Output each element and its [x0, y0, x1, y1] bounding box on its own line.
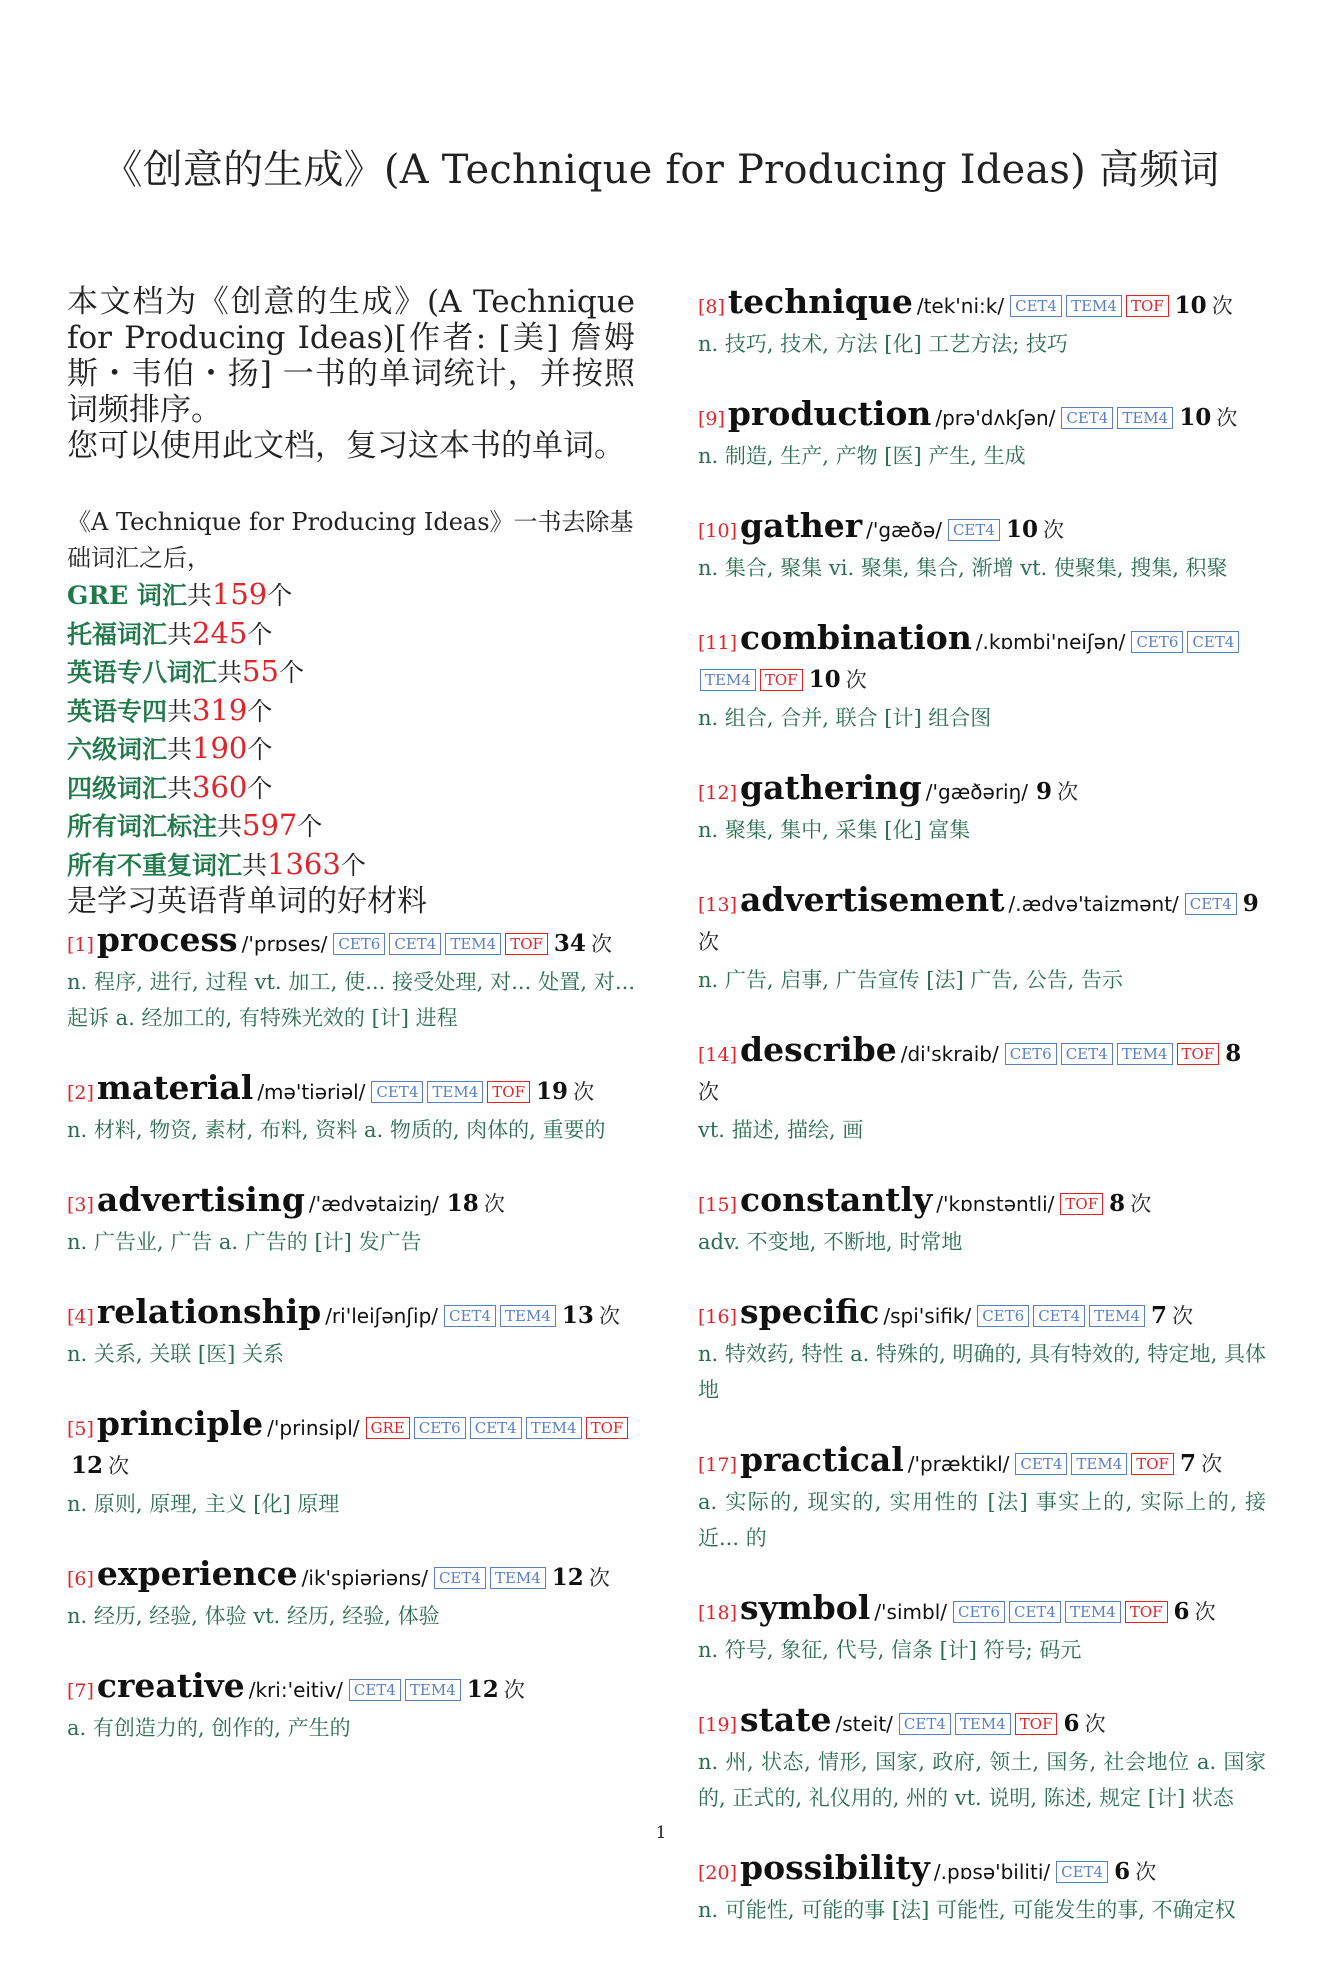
entry-word: creative: [96, 1666, 245, 1705]
entry-count: 6: [1063, 1710, 1080, 1737]
entry-count-unit: 次: [1084, 1712, 1106, 1736]
entry-phonetic: /spi'sifik/: [883, 1304, 972, 1328]
entry-head: [698, 1442, 1266, 1484]
exam-tag-cet4: CET4: [371, 1081, 423, 1103]
entry-definition: n. 广告, 启事, 广告宣传 [法] 广告, 公告, 告示: [698, 968, 1124, 992]
entry-phonetic: /kri:'eitiv/: [248, 1678, 343, 1702]
entry-word: symbol: [740, 1588, 871, 1627]
entry-definition: n. 特效药, 特性 a. 特殊的, 明确的, 具有特效的, 特定地, 具体地: [698, 1342, 1266, 1402]
entry-definition: n. 技巧, 技术, 方法 [化] 工艺方法; 技巧: [698, 332, 1069, 356]
exam-tag-tem4: TEM4: [427, 1081, 483, 1103]
entry-definition: vt. 描述, 描绘, 画: [698, 1118, 864, 1142]
entry-head: [698, 508, 1266, 550]
entry-phonetic: /steit/: [835, 1712, 893, 1736]
entries-left: [67, 922, 635, 1746]
entry-count: 10: [1005, 516, 1038, 543]
entry-phonetic: /prə'dʌkʃən/: [935, 406, 1056, 430]
stat-tem4: [67, 692, 635, 731]
stat-gre: [67, 576, 635, 615]
stat-label: GRE 词汇: [67, 581, 187, 610]
stat-unit: 个: [297, 812, 323, 841]
exam-tag-cet4: CET4: [1010, 295, 1062, 317]
exam-tag-tof: TOF: [487, 1081, 530, 1103]
entry-index: [1]: [67, 934, 94, 956]
stat-unit: 个: [267, 581, 293, 610]
entry-count-unit: 次: [698, 930, 719, 954]
stat-label: 英语专八词汇: [67, 658, 218, 687]
entry-head: [698, 1702, 1266, 1744]
entry-index: [17]: [698, 1454, 738, 1476]
vocab-entry: [698, 1850, 1266, 1928]
entry-head: [67, 1294, 635, 1336]
stats-intro: 《A Technique for Producing Ideas》一书去除基础词汇之后，: [67, 508, 634, 572]
entry-head: [67, 1668, 635, 1710]
exam-tag-tof: TOF: [1131, 1453, 1174, 1475]
entry-count: 10: [808, 666, 841, 693]
entry-head: [698, 770, 1266, 812]
entry-index: [3]: [67, 1194, 94, 1216]
entry-word: production: [727, 394, 932, 433]
stats-outro: 是学习英语背单词的好材料: [67, 884, 427, 919]
entry-word: constantly: [740, 1180, 933, 1219]
stat-value: 245: [192, 615, 248, 650]
stat-tem8: [67, 653, 635, 692]
entry-count: 12: [466, 1676, 499, 1703]
entry-word: gathering: [740, 768, 922, 807]
entry-definition: n. 集合, 聚集 vi. 聚集, 集合, 渐增 vt. 使聚集, 搜集, 积聚: [698, 556, 1228, 580]
entry-head: [698, 620, 1266, 700]
entry-phonetic: /'præktikl/: [907, 1452, 1010, 1476]
entry-definition: adv. 不变地, 不断地, 时常地: [698, 1230, 963, 1254]
exam-tag-gre: GRE: [366, 1417, 410, 1439]
entry-word: gather: [740, 506, 863, 545]
entry-head: [67, 1182, 635, 1224]
entry-index: [14]: [698, 1044, 738, 1066]
stat-gong: 共: [167, 696, 193, 726]
entry-head: [698, 396, 1266, 438]
entry-word: experience: [96, 1554, 298, 1593]
entry-count-unit: 次: [483, 1192, 505, 1216]
stat-value: 55: [242, 654, 279, 688]
vocab-entry: [698, 284, 1266, 362]
entry-count-unit: 次: [108, 1454, 130, 1478]
entry-count-unit: 次: [591, 932, 613, 956]
entry-word: relationship: [96, 1292, 322, 1331]
entry-definition: n. 符号, 象征, 代号, 信条 [计] 符号; 码元: [698, 1638, 1082, 1662]
stat-gong: 共: [167, 773, 193, 803]
entry-count-unit: 次: [1194, 1600, 1216, 1624]
exam-tag-cet4: CET4: [1033, 1305, 1085, 1327]
entry-head: [67, 922, 635, 964]
intro-paragraph: [67, 284, 635, 464]
vocab-entry: [698, 1032, 1266, 1148]
entry-count: 8: [1225, 1040, 1242, 1067]
entry-head: [67, 1070, 635, 1112]
entry-count-unit: 次: [573, 1080, 595, 1104]
exam-tag-tem4: TEM4: [490, 1567, 546, 1589]
entry-phonetic: /'prinsipl/: [267, 1416, 360, 1440]
stat-value: 319: [192, 692, 248, 727]
entry-word: principle: [96, 1404, 264, 1443]
entry-count: 7: [1151, 1302, 1168, 1329]
exam-tag-tem4: TEM4: [1066, 295, 1122, 317]
vocab-entry: [67, 1406, 635, 1522]
entry-phonetic: /.ædvə'taizmənt/: [1008, 892, 1179, 916]
vocab-entry: [67, 922, 635, 1036]
entry-count: 6: [1114, 1858, 1131, 1885]
entry-definition: n. 材料, 物资, 素材, 布料, 资料 a. 物质的, 肉体的, 重要的: [67, 1118, 606, 1142]
stat-cet6: [67, 730, 635, 769]
entry-index: [12]: [698, 782, 738, 804]
vocab-entry: [698, 1182, 1266, 1260]
entry-head: [698, 1294, 1266, 1336]
stat-all-tagged: [67, 807, 635, 846]
vocab-entry: [698, 1294, 1266, 1408]
stat-gong: 共: [167, 735, 193, 764]
stat-toefl: [67, 615, 635, 654]
entry-definition: a. 有创造力的, 创作的, 产生的: [67, 1716, 351, 1740]
entry-count-unit: 次: [698, 1080, 719, 1104]
stat-gong: 共: [186, 581, 212, 610]
exam-tag-cet6: CET6: [414, 1417, 466, 1439]
exam-tag-tem4: TEM4: [405, 1679, 461, 1701]
entry-word: advertisement: [740, 880, 1005, 919]
exam-tag-cet6: CET6: [333, 933, 385, 955]
entry-index: [4]: [67, 1306, 94, 1328]
entry-word: material: [96, 1068, 254, 1107]
exam-tag-cet6: CET6: [977, 1305, 1029, 1327]
entry-count: 8: [1109, 1190, 1126, 1217]
exam-tag-tof: TOF: [1177, 1043, 1220, 1065]
page-number: 1: [655, 1823, 667, 1843]
stat-value: 597: [242, 808, 298, 842]
entry-index: [15]: [698, 1194, 738, 1216]
vocab-entry: [698, 508, 1266, 586]
entry-word: possibility: [740, 1848, 930, 1887]
entry-count: 34: [553, 930, 586, 957]
entry-index: [20]: [698, 1862, 738, 1884]
entry-word: state: [740, 1700, 832, 1739]
stat-gong: 共: [217, 812, 243, 841]
entry-word: technique: [727, 282, 913, 321]
entry-phonetic: /mə'tiəriəl/: [257, 1080, 366, 1104]
exam-tag-cet4: CET4: [470, 1417, 522, 1439]
exam-tag-tem4: TEM4: [1065, 1601, 1121, 1623]
entry-definition: n. 可能性, 可能的事 [法] 可能性, 可能发生的事, 不确定权: [698, 1898, 1236, 1922]
entry-count-unit: 次: [1130, 1192, 1152, 1216]
entry-definition: n. 组合, 合并, 联合 [计] 组合图: [698, 706, 992, 730]
stat-label: 四级词汇: [67, 773, 168, 803]
exam-tag-cet4: CET4: [1056, 1861, 1108, 1883]
entry-index: [7]: [67, 1680, 94, 1702]
stat-unit: 个: [247, 735, 273, 764]
entry-head: [67, 1556, 635, 1598]
entry-definition: n. 州, 状态, 情形, 国家, 政府, 领土, 国务, 社会地位 a. 国家的, 正式的, 礼仪用的, 州的 vt. 说明, 陈述, 规定 [计] 状态: [698, 1750, 1266, 1810]
exam-tag-tem4: TEM4: [1071, 1453, 1127, 1475]
exam-tag-tem4: TEM4: [1117, 1043, 1173, 1065]
vocab-entry: [698, 1442, 1266, 1556]
entry-count: 19: [535, 1078, 568, 1105]
stat-unit: 个: [340, 850, 366, 880]
entry-count: 12: [551, 1564, 584, 1591]
entry-index: [16]: [698, 1306, 738, 1328]
vocab-entry: [67, 1182, 635, 1260]
entry-count: 7: [1179, 1450, 1196, 1477]
entry-count-unit: 次: [1201, 1452, 1223, 1476]
intro-line-2: 您可以使用此文档，复习这本书的单词。: [67, 428, 625, 464]
exam-tag-cet4: CET4: [899, 1713, 951, 1735]
entry-head: [698, 882, 1266, 962]
exam-tag-tem4: TEM4: [526, 1417, 582, 1439]
exam-tag-tem4: TEM4: [955, 1713, 1011, 1735]
entry-index: [18]: [698, 1602, 738, 1624]
entry-index: [5]: [67, 1418, 94, 1440]
exam-tag-cet4: CET4: [1061, 1043, 1113, 1065]
right-column: [698, 284, 1266, 1962]
entry-count: 10: [1174, 292, 1207, 319]
entry-count: 9: [1036, 778, 1053, 805]
entry-phonetic: /tek'ni:k/: [916, 294, 1005, 318]
entry-count-unit: 次: [503, 1678, 525, 1702]
exam-tag-cet4: CET4: [434, 1567, 486, 1589]
exam-tag-cet6: CET6: [953, 1601, 1005, 1623]
entry-head: [698, 1850, 1266, 1892]
exam-tag-tof: TOF: [586, 1417, 629, 1439]
exam-tag-tem4: TEM4: [700, 669, 756, 691]
exam-tag-cet6: CET6: [1131, 631, 1183, 653]
exam-tag-cet4: CET4: [1009, 1601, 1061, 1623]
entry-word: advertising: [96, 1180, 305, 1219]
stat-unit: 个: [247, 619, 273, 649]
entry-head: [698, 284, 1266, 326]
entry-count: 18: [446, 1190, 479, 1217]
entry-phonetic: /'prɒses/: [241, 932, 328, 956]
stat-value: 360: [192, 769, 248, 804]
entry-phonetic: /ri'leiʃənʃip/: [325, 1304, 439, 1328]
exam-tag-tem4: TEM4: [1117, 407, 1173, 429]
exam-tag-tof: TOF: [1126, 295, 1169, 317]
entry-head: [698, 1032, 1266, 1112]
exam-tag-cet6: CET6: [1005, 1043, 1057, 1065]
entry-word: process: [96, 920, 238, 959]
exam-tag-tem4: TEM4: [445, 933, 501, 955]
exam-tag-tof: TOF: [1060, 1193, 1103, 1215]
vocab-entry: [698, 882, 1266, 998]
entry-count: 6: [1173, 1598, 1190, 1625]
entry-definition: n. 原则, 原理, 主义 [化] 原理: [67, 1492, 340, 1516]
exam-tag-cet4: CET4: [389, 933, 441, 955]
intro-line-1: 本文档为《创意的生成》(A Technique for Producing Ideas)[作者: [美] 詹姆斯・韦伯・扬] 一书的单词统计，并按照词频排序。: [67, 284, 635, 428]
stat-value: 1363: [267, 846, 341, 881]
entry-count: 9: [1242, 890, 1259, 917]
stat-label: 所有不重复词汇: [67, 850, 243, 880]
exam-tag-tof: TOF: [760, 669, 803, 691]
entry-index: [9]: [698, 408, 725, 430]
exam-tag-tof: TOF: [1015, 1713, 1058, 1735]
stat-label: 六级词汇: [67, 735, 168, 764]
vocab-entry: [698, 620, 1266, 736]
exam-tag-cet4: CET4: [349, 1679, 401, 1701]
entry-phonetic: /'gæðə/: [866, 518, 942, 542]
entry-word: describe: [740, 1030, 897, 1069]
entry-count-unit: 次: [1135, 1860, 1157, 1884]
entry-count-unit: 次: [1216, 406, 1238, 430]
vocab-entry: [698, 1590, 1266, 1668]
entry-index: [8]: [698, 296, 725, 318]
entry-index: [10]: [698, 520, 738, 542]
vocab-entry: [698, 1702, 1266, 1816]
stat-cet4: [67, 769, 635, 808]
entry-count-unit: 次: [1043, 518, 1065, 542]
left-column: [67, 284, 635, 1780]
stat-gong: 共: [242, 850, 268, 880]
entry-count: 13: [561, 1302, 594, 1329]
entry-index: [13]: [698, 894, 738, 916]
entry-phonetic: /'kɒnstəntli/: [936, 1192, 1055, 1216]
stat-unit: 个: [247, 773, 273, 803]
entry-count-unit: 次: [598, 1304, 620, 1328]
entries-right: [698, 284, 1266, 1928]
vocab-entry: [67, 1668, 635, 1746]
entry-count-unit: 次: [1172, 1304, 1194, 1328]
entry-definition: n. 关系, 关联 [医] 关系: [67, 1342, 284, 1366]
document-title: 《创意的生成》(A Technique for Producing Ideas) 高频词: [102, 147, 1220, 193]
stat-all-unique: [67, 846, 635, 885]
entry-index: [6]: [67, 1568, 94, 1590]
entry-definition: n. 聚集, 集中, 采集 [化] 富集: [698, 818, 971, 842]
vocab-entry: [67, 1294, 635, 1372]
entry-phonetic: /'gæðəriŋ/: [925, 780, 1029, 804]
entry-phonetic: /'ædvətaiziŋ/: [308, 1192, 439, 1216]
exam-tag-tof: TOF: [1125, 1601, 1168, 1623]
entry-index: [11]: [698, 632, 738, 654]
exam-tag-cet4: CET4: [948, 519, 1000, 541]
entry-word: combination: [740, 618, 972, 657]
exam-tag-tem4: TEM4: [1089, 1305, 1145, 1327]
exam-tag-tof: TOF: [505, 933, 548, 955]
entry-phonetic: /.pɒsə'biliti/: [933, 1860, 1051, 1884]
stat-unit: 个: [247, 696, 273, 726]
entry-index: [2]: [67, 1082, 94, 1104]
vocab-entry: [67, 1070, 635, 1148]
exam-tag-cet4: CET4: [1015, 1453, 1067, 1475]
exam-tag-cet4: CET4: [1185, 893, 1237, 915]
entry-phonetic: /di'skraib/: [900, 1042, 999, 1066]
entry-count-unit: 次: [1211, 294, 1233, 318]
entry-phonetic: /.kɒmbi'neiʃən/: [975, 630, 1126, 654]
exam-tag-cet4: CET4: [444, 1305, 496, 1327]
exam-tag-cet4: CET4: [1187, 631, 1239, 653]
entry-index: [19]: [698, 1714, 738, 1736]
stat-value: 190: [192, 731, 248, 765]
entry-phonetic: /'simbl/: [874, 1600, 947, 1624]
entry-head: [698, 1182, 1266, 1224]
entry-phonetic: /ik'spiəriəns/: [301, 1566, 428, 1590]
entry-word: practical: [740, 1440, 904, 1479]
entry-definition: n. 广告业, 广告 a. 广告的 [计] 发广告: [67, 1230, 422, 1254]
entry-definition: n. 经历, 经验, 体验 vt. 经历, 经验, 体验: [67, 1604, 440, 1628]
stat-label: 托福词汇: [67, 619, 168, 649]
entry-count-unit: 次: [845, 668, 867, 692]
entry-definition: n. 制造, 生产, 产物 [医] 产生, 生成: [698, 444, 1026, 468]
entry-head: [698, 1590, 1266, 1632]
exam-tag-tem4: TEM4: [500, 1305, 556, 1327]
stat-value: 159: [211, 577, 268, 611]
vocab-entry: [67, 1556, 635, 1634]
entry-count: 10: [1179, 404, 1212, 431]
entry-count: 12: [71, 1452, 104, 1479]
stat-label: 英语专四: [67, 696, 168, 726]
stat-unit: 个: [278, 658, 304, 687]
exam-tag-cet4: CET4: [1061, 407, 1113, 429]
entry-count-unit: 次: [1057, 780, 1079, 804]
vocab-entry: [698, 396, 1266, 474]
vocab-entry: [698, 770, 1266, 848]
stat-label: 所有词汇标注: [67, 812, 218, 841]
entry-head: [67, 1406, 635, 1486]
entry-count-unit: 次: [588, 1566, 610, 1590]
entry-definition: n. 程序, 进行, 过程 vt. 加工, 使... 接受处理, 对... 处置, 对... 起诉 a. 经加工的, 有特殊光效的 [计] 进程: [67, 970, 635, 1030]
stat-gong: 共: [217, 658, 243, 687]
stat-gong: 共: [167, 619, 193, 649]
entry-definition: a. 实际的, 现实的, 实用性的 [法] 事实上的, 实际上的, 接近... 的: [698, 1490, 1266, 1550]
entry-word: specific: [740, 1292, 880, 1331]
